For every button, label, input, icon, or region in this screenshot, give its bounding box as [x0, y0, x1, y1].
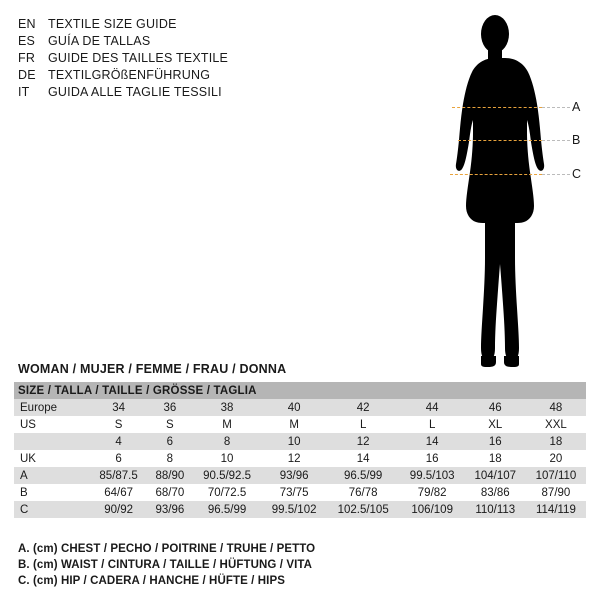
- cell: 96.5/99: [327, 467, 400, 484]
- cell: 6: [147, 433, 192, 450]
- cell: 114/119: [526, 501, 586, 518]
- language-row: [18, 16, 348, 33]
- hip-measure-leader: [542, 174, 570, 175]
- cell: 4: [90, 433, 147, 450]
- cell: 90/92: [90, 501, 147, 518]
- cell: 42: [327, 399, 400, 416]
- cell: 10: [193, 450, 262, 467]
- cell: 90.5/92.5: [193, 467, 262, 484]
- figure-area: [380, 8, 590, 368]
- cell: 18: [526, 433, 586, 450]
- cell: L: [327, 416, 400, 433]
- language-row: [18, 84, 348, 101]
- language-row: [18, 50, 348, 67]
- cell: 73/75: [262, 484, 327, 501]
- cell: 14: [327, 450, 400, 467]
- cell: 106/109: [400, 501, 465, 518]
- measure-label-b: B: [572, 133, 581, 147]
- cell: 18: [465, 450, 526, 467]
- table-header-label: SIZE / TALLA / TAILLE / GRÖSSE / TAGLIA: [14, 382, 586, 399]
- cell: 93/96: [147, 501, 192, 518]
- cell: 12: [327, 433, 400, 450]
- cell: 64/67: [90, 484, 147, 501]
- cell: 40: [262, 399, 327, 416]
- cell: 6: [90, 450, 147, 467]
- cell: 14: [400, 433, 465, 450]
- cell: 46: [465, 399, 526, 416]
- row-label: B: [14, 484, 90, 501]
- cell: 87/90: [526, 484, 586, 501]
- row-label: US: [14, 416, 90, 433]
- language-code: IT: [18, 85, 30, 99]
- cell: XL: [465, 416, 526, 433]
- cell: 110/113: [465, 501, 526, 518]
- cell: L: [400, 416, 465, 433]
- language-code: ES: [18, 34, 36, 48]
- cell: 10: [262, 433, 327, 450]
- language-code: EN: [18, 17, 36, 31]
- cell: 104/107: [465, 467, 526, 484]
- cell: 8: [193, 433, 262, 450]
- language-title: GUIDA ALLE TAGLIE TESSILI: [48, 85, 222, 99]
- cell: 93/96: [262, 467, 327, 484]
- cell: 83/86: [465, 484, 526, 501]
- measure-label-c: C: [572, 167, 582, 181]
- cell: 99.5/103: [400, 467, 465, 484]
- cell: 48: [526, 399, 586, 416]
- table-row: [14, 484, 586, 501]
- language-row: [18, 67, 348, 84]
- cell: 44: [400, 399, 465, 416]
- cell: 85/87.5: [90, 467, 147, 484]
- row-label: [14, 433, 90, 450]
- table-header-row: [14, 382, 586, 399]
- row-label: C: [14, 501, 90, 518]
- table-row: [14, 501, 586, 518]
- cell: 68/70: [147, 484, 192, 501]
- cell: 96.5/99: [193, 501, 262, 518]
- language-title: TEXTILE SIZE GUIDE: [48, 17, 177, 31]
- cell: 20: [526, 450, 586, 467]
- cell: 34: [90, 399, 147, 416]
- cell: 8: [147, 450, 192, 467]
- cell: 99.5/102: [262, 501, 327, 518]
- cell: 12: [262, 450, 327, 467]
- language-row: [18, 33, 348, 50]
- language-code: DE: [18, 68, 36, 82]
- cell: 36: [147, 399, 192, 416]
- language-title: TEXTILGRÖßENFÜHRUNG: [48, 68, 211, 82]
- cell: 16: [465, 433, 526, 450]
- cell: 38: [193, 399, 262, 416]
- language-title: GUÍA DE TALLAS: [48, 34, 151, 48]
- cell: M: [193, 416, 262, 433]
- cell: XXL: [526, 416, 586, 433]
- cell: M: [262, 416, 327, 433]
- footnote-list: [18, 541, 578, 589]
- cell: 70/72.5: [193, 484, 262, 501]
- chest-measure-leader: [542, 107, 570, 108]
- row-label: UK: [14, 450, 90, 467]
- row-label: A: [14, 467, 90, 484]
- cell: 79/82: [400, 484, 465, 501]
- waist-measure-line: [458, 140, 542, 141]
- waist-measure-leader: [542, 140, 570, 141]
- cell: 102.5/105: [327, 501, 400, 518]
- cell: S: [90, 416, 147, 433]
- cell: 88/90: [147, 467, 192, 484]
- hip-measure-line: [450, 174, 542, 175]
- female-body-silhouette-icon: [440, 8, 550, 368]
- table-group-title: WOMAN / MUJER / FEMME / FRAU / DONNA: [18, 362, 287, 376]
- footnote-a: A. (cm) CHEST / PECHO / POITRINE / TRUHE / PETTO: [18, 543, 316, 555]
- table-row: [14, 433, 586, 450]
- language-list: [18, 16, 348, 101]
- measure-label-a: A: [572, 100, 581, 114]
- table-row: [14, 399, 586, 416]
- table-row: [14, 416, 586, 433]
- footnote-b: B. (cm) WAIST / CINTURA / TAILLE / HÜFTUNG / VITA: [18, 559, 313, 571]
- row-label: Europe: [14, 399, 90, 416]
- table-row: [14, 450, 586, 467]
- language-title: GUIDE DES TAILLES TEXTILE: [48, 51, 229, 65]
- language-code: FR: [18, 51, 36, 65]
- size-table: [14, 382, 586, 518]
- footnote-c: C. (cm) HIP / CADERA / HANCHE / HÜFTE / HIPS: [18, 575, 286, 587]
- cell: 107/110: [526, 467, 586, 484]
- cell: S: [147, 416, 192, 433]
- cell: 76/78: [327, 484, 400, 501]
- chest-measure-line: [452, 107, 542, 108]
- cell: 16: [400, 450, 465, 467]
- table-row: [14, 467, 586, 484]
